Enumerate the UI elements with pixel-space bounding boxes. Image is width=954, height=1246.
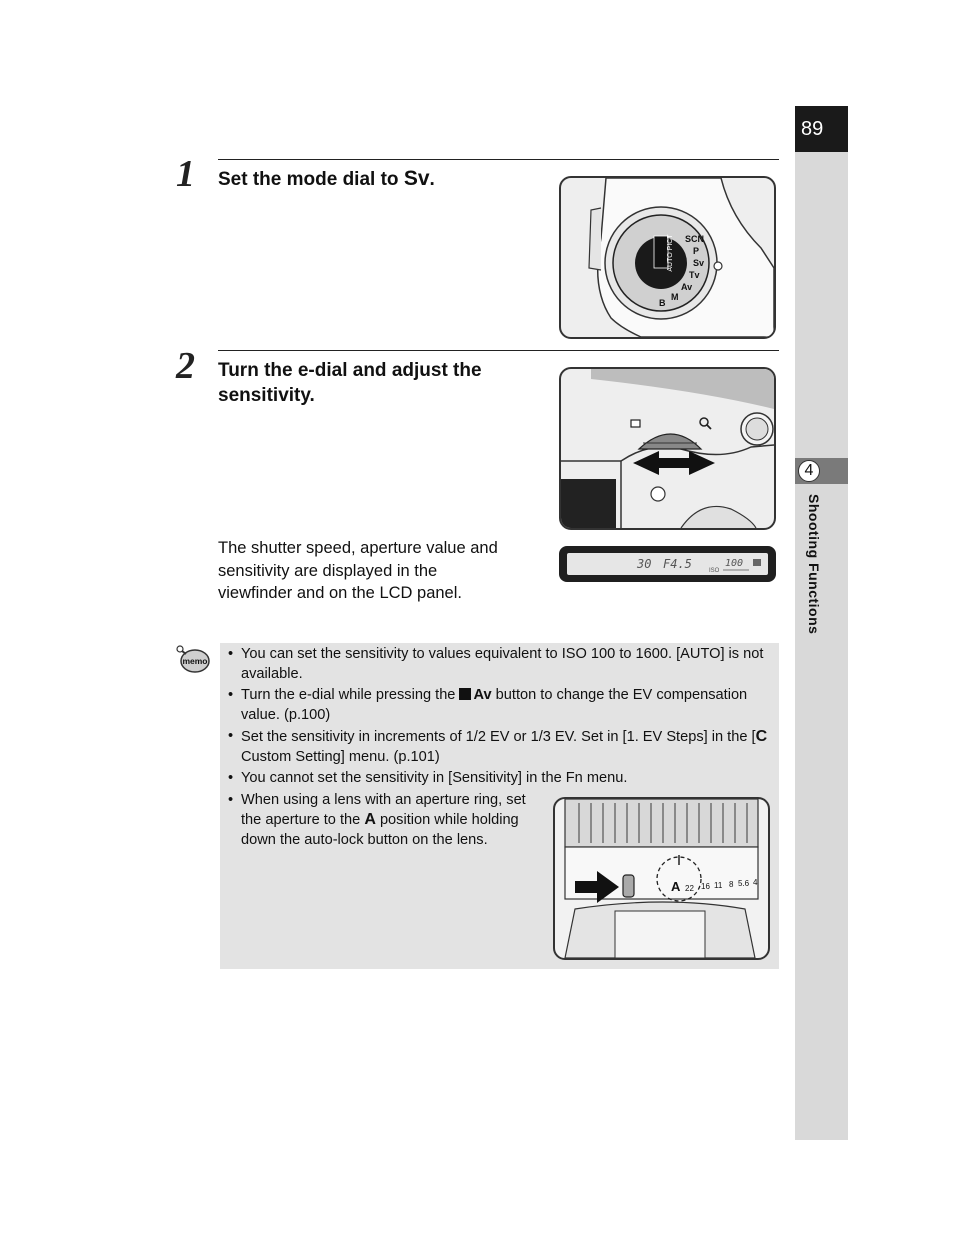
lens-f11: 11 (714, 881, 723, 890)
dial-p-label: P (693, 246, 700, 256)
dial-av-label: Av (681, 282, 693, 292)
step-1-rule (218, 159, 779, 160)
step-2-body-line-2: sensitivity are displayed in the (218, 561, 438, 580)
memo-item-text: Turn the e-dial while pressing the (241, 687, 460, 703)
memo-item (226, 769, 774, 789)
lens-f22: 22 (685, 884, 694, 893)
dial-tv-label: Tv (689, 270, 700, 280)
e-dial-illustration (559, 367, 776, 530)
dial-b-label: B (659, 298, 666, 308)
memo-item-text: You can set the sensitivity to values equivalent to ISO 100 to 1600. [AUTO] is not available. (241, 646, 764, 682)
memo-item-text: Set the sensitivity in increments of 1/2 EV or 1/3 EV. Set in [1. EV Steps] in the [ (241, 729, 756, 745)
dial-sv-label: Sv (693, 258, 705, 268)
dial-scn-label: SCN (685, 234, 705, 244)
page-number: 89 (795, 106, 848, 152)
e-dial-drawing (561, 369, 774, 528)
step-1-title-text: Set the mode dial to (218, 169, 404, 190)
shake-reduction-icon (753, 559, 761, 566)
memo-item-text-end: Custom Setting] menu. (p.101) (241, 748, 440, 765)
chapter-number: 4 (798, 460, 820, 482)
step-2-rule (218, 350, 779, 351)
lcd-shutter-value: 30 (637, 557, 652, 571)
lcd-iso-label: ISO (709, 568, 720, 574)
memo-item (226, 686, 774, 725)
memo-icon (176, 644, 210, 674)
dial-m-label: M (671, 292, 679, 302)
lcd-panel-drawing (559, 546, 776, 582)
step-1-title (218, 166, 435, 192)
memo-item (226, 645, 774, 684)
aperture-a-symbol: A (364, 811, 376, 828)
lcd-panel (559, 546, 776, 582)
step-2-title-line-2: sensitivity. (218, 385, 315, 406)
av-button-symbol: Av (473, 687, 492, 703)
lens-a-mark: A (671, 879, 681, 894)
step-2-title-line-1: Turn the e-dial and adjust the (218, 360, 482, 381)
lens-f4: 4 (753, 878, 758, 887)
mode-dial-drawing (561, 178, 774, 337)
step-2-number: 2 (176, 345, 195, 387)
step-1-number: 1 (176, 153, 195, 195)
lcd-aperture-value: F4.5 (663, 557, 692, 571)
lcd-iso-value: 100 (725, 558, 744, 569)
memo-item (226, 791, 541, 851)
step-2-title (218, 358, 482, 408)
chapter-title: Shooting Functions (806, 494, 822, 635)
dial-auto-pict-label: AUTO PICT (667, 234, 674, 272)
memo-item-text: You cannot set the sensitivity in [Sensitivity] in the Fn menu. (241, 770, 628, 786)
lens-aperture-drawing (555, 799, 768, 958)
memo-item-text-end: position while holding down the auto-lock button on the lens. (241, 812, 519, 848)
memo-icon-label: memo (182, 656, 208, 666)
ev-compensation-icon (459, 688, 471, 700)
memo-item (226, 727, 774, 767)
lens-f16: 16 (701, 882, 710, 891)
lens-f5-6: 5.6 (738, 879, 750, 888)
memo-item-text: When using a lens with an aperture ring, set the aperture to the (241, 791, 526, 828)
mode-dial-illustration (559, 176, 776, 339)
lens-f8: 8 (729, 880, 734, 889)
step-2-body (218, 537, 498, 605)
sv-mode-symbol: Sv (403, 167, 430, 190)
lens-aperture-illustration (553, 797, 770, 960)
step-2-body-line-3: viewfinder and on the LCD panel. (218, 584, 462, 602)
step-2-body-line-1: The shutter speed, aperture value and (218, 539, 498, 557)
step-1-title-period: . (429, 169, 435, 190)
memo-item-text-end: button to change the EV compensation value. (p.100) (241, 687, 748, 723)
custom-setting-symbol: C (755, 728, 768, 745)
